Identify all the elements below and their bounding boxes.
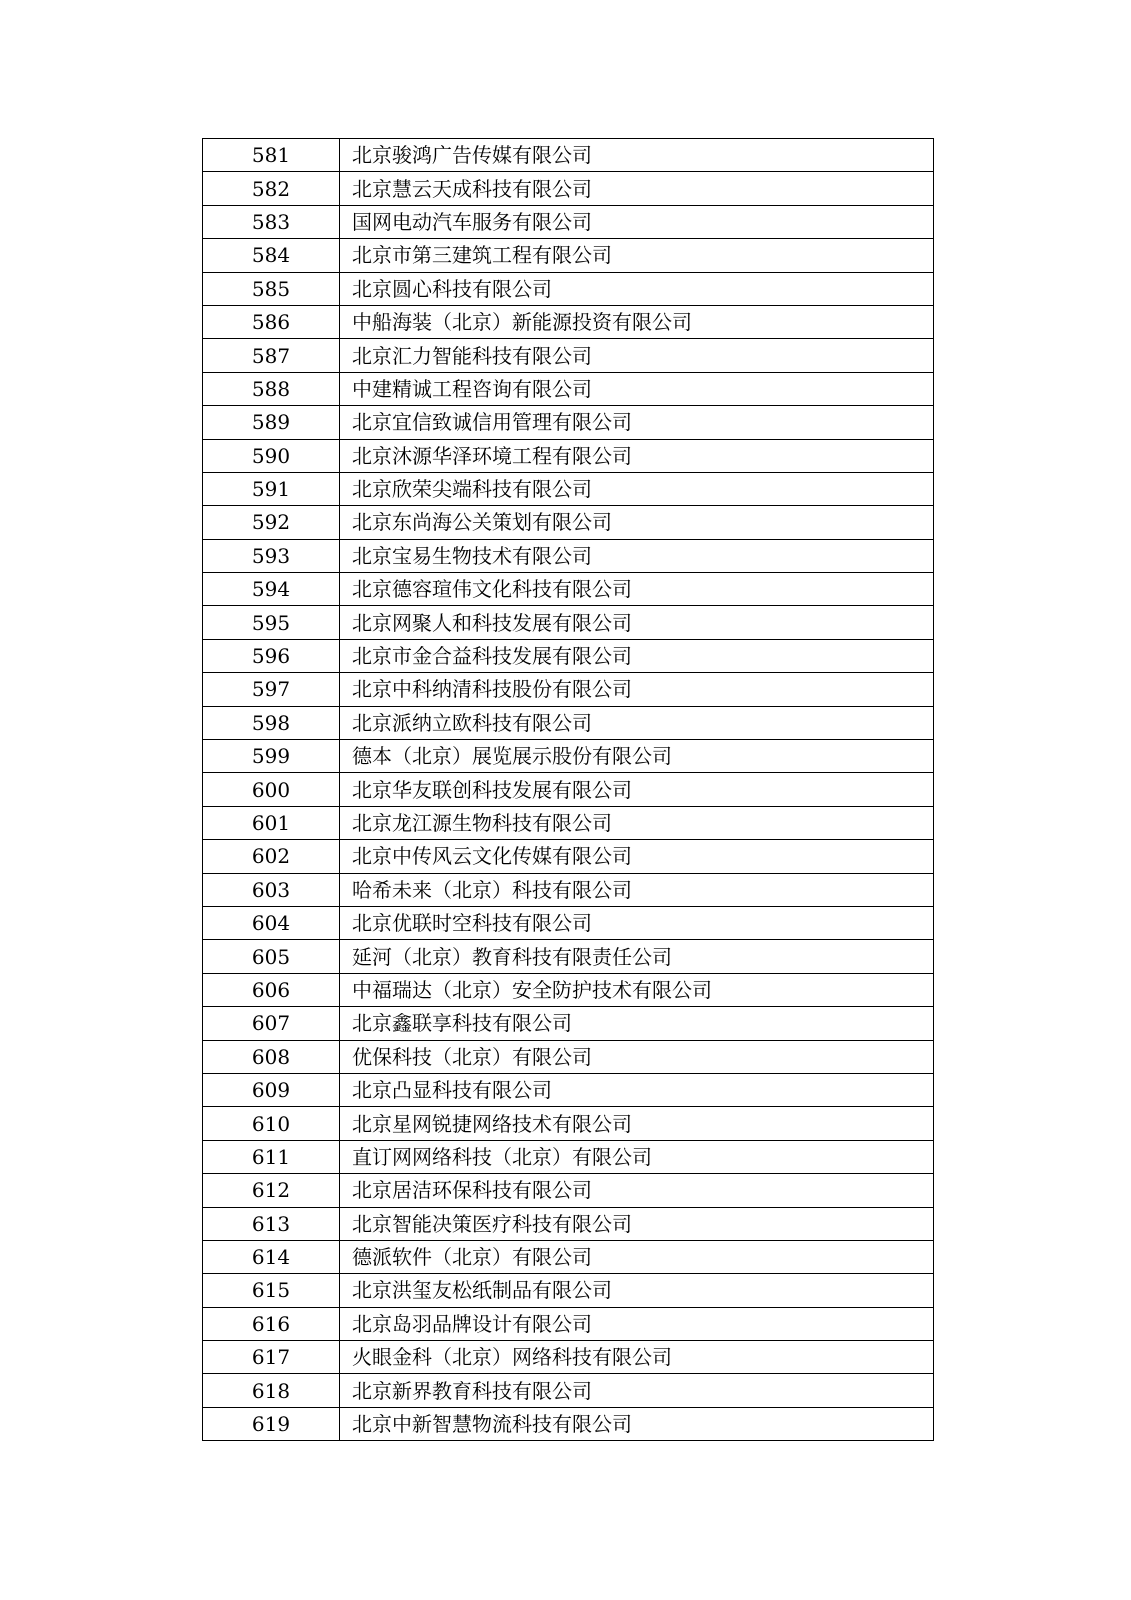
row-number: 582 [203, 172, 340, 205]
company-name: 北京新界教育科技有限公司 [340, 1374, 934, 1407]
company-name: 北京洪玺友松纸制品有限公司 [340, 1274, 934, 1307]
row-number: 599 [203, 740, 340, 773]
row-number: 593 [203, 539, 340, 572]
row-number: 591 [203, 472, 340, 505]
company-name: 北京派纳立欧科技有限公司 [340, 706, 934, 739]
company-name: 德派软件（北京）有限公司 [340, 1240, 934, 1273]
row-number: 583 [203, 205, 340, 238]
company-name: 北京沐源华泽环境工程有限公司 [340, 439, 934, 472]
company-name: 北京华友联创科技发展有限公司 [340, 773, 934, 806]
row-number: 610 [203, 1107, 340, 1140]
company-name: 北京中新智慧物流科技有限公司 [340, 1407, 934, 1440]
row-number: 584 [203, 239, 340, 272]
row-number: 589 [203, 406, 340, 439]
table-row [203, 840, 934, 873]
table-row [203, 1007, 934, 1040]
table-row [203, 472, 934, 505]
table-row [203, 406, 934, 439]
company-name: 北京岛羽品牌设计有限公司 [340, 1307, 934, 1340]
company-name: 国网电动汽车服务有限公司 [340, 205, 934, 238]
company-name: 北京凸显科技有限公司 [340, 1073, 934, 1106]
row-number: 608 [203, 1040, 340, 1073]
row-number: 607 [203, 1007, 340, 1040]
company-name: 德本（北京）展览展示股份有限公司 [340, 740, 934, 773]
table-row [203, 973, 934, 1006]
table-row [203, 1341, 934, 1374]
company-name: 中建精诚工程咨询有限公司 [340, 372, 934, 405]
row-number: 597 [203, 673, 340, 706]
row-number: 609 [203, 1073, 340, 1106]
row-number: 603 [203, 873, 340, 906]
company-name: 北京宝易生物技术有限公司 [340, 539, 934, 572]
row-number: 596 [203, 639, 340, 672]
row-number: 594 [203, 573, 340, 606]
row-number: 601 [203, 806, 340, 839]
table-row [203, 906, 934, 939]
row-number: 590 [203, 439, 340, 472]
company-name: 北京居洁环保科技有限公司 [340, 1174, 934, 1207]
table-row [203, 673, 934, 706]
table-row [203, 1307, 934, 1340]
table-row [203, 1107, 934, 1140]
table-row [203, 573, 934, 606]
company-list-body [203, 139, 934, 1441]
row-number: 585 [203, 272, 340, 305]
table-row [203, 639, 934, 672]
company-name: 北京龙江源生物科技有限公司 [340, 806, 934, 839]
table-row [203, 506, 934, 539]
company-name: 北京市金合益科技发展有限公司 [340, 639, 934, 672]
row-number: 615 [203, 1274, 340, 1307]
company-name: 北京星网锐捷网络技术有限公司 [340, 1107, 934, 1140]
row-number: 581 [203, 139, 340, 172]
company-name: 优保科技（北京）有限公司 [340, 1040, 934, 1073]
row-number: 602 [203, 840, 340, 873]
company-name: 直订网网络科技（北京）有限公司 [340, 1140, 934, 1173]
company-name: 中福瑞达（北京）安全防护技术有限公司 [340, 973, 934, 1006]
row-number: 618 [203, 1374, 340, 1407]
table-row [203, 205, 934, 238]
table-row [203, 606, 934, 639]
table-row [203, 1407, 934, 1440]
row-number: 598 [203, 706, 340, 739]
row-number: 606 [203, 973, 340, 1006]
company-name: 北京圆心科技有限公司 [340, 272, 934, 305]
company-name: 北京中科纳清科技股份有限公司 [340, 673, 934, 706]
table-row [203, 305, 934, 338]
table-row [203, 439, 934, 472]
table-row [203, 873, 934, 906]
company-name: 北京欣荣尖端科技有限公司 [340, 472, 934, 505]
company-list-table [202, 138, 934, 1441]
table-row [203, 539, 934, 572]
row-number: 605 [203, 940, 340, 973]
table-row [203, 1174, 934, 1207]
company-name: 北京慧云天成科技有限公司 [340, 172, 934, 205]
table-row [203, 1240, 934, 1273]
table-row [203, 172, 934, 205]
company-name: 火眼金科（北京）网络科技有限公司 [340, 1341, 934, 1374]
company-name: 北京骏鸿广告传媒有限公司 [340, 139, 934, 172]
company-name: 北京优联时空科技有限公司 [340, 906, 934, 939]
table-row [203, 1374, 934, 1407]
table-row [203, 1073, 934, 1106]
company-name: 延河（北京）教育科技有限责任公司 [340, 940, 934, 973]
row-number: 619 [203, 1407, 340, 1440]
company-name: 北京东尚海公关策划有限公司 [340, 506, 934, 539]
table-row [203, 139, 934, 172]
row-number: 616 [203, 1307, 340, 1340]
company-name: 北京智能决策医疗科技有限公司 [340, 1207, 934, 1240]
table-row [203, 372, 934, 405]
row-number: 611 [203, 1140, 340, 1173]
table-row [203, 239, 934, 272]
row-number: 612 [203, 1174, 340, 1207]
row-number: 617 [203, 1341, 340, 1374]
company-name: 北京汇力智能科技有限公司 [340, 339, 934, 372]
company-name: 北京中传风云文化传媒有限公司 [340, 840, 934, 873]
table-row [203, 339, 934, 372]
company-name: 北京市第三建筑工程有限公司 [340, 239, 934, 272]
table-row [203, 806, 934, 839]
company-name: 中船海装（北京）新能源投资有限公司 [340, 305, 934, 338]
table-row [203, 1140, 934, 1173]
row-number: 588 [203, 372, 340, 405]
company-name: 北京宜信致诚信用管理有限公司 [340, 406, 934, 439]
company-name: 北京德容瑄伟文化科技有限公司 [340, 573, 934, 606]
company-name: 哈希未来（北京）科技有限公司 [340, 873, 934, 906]
table-row [203, 706, 934, 739]
row-number: 614 [203, 1240, 340, 1273]
row-number: 587 [203, 339, 340, 372]
row-number: 592 [203, 506, 340, 539]
table-row [203, 272, 934, 305]
row-number: 586 [203, 305, 340, 338]
table-row [203, 740, 934, 773]
table-row [203, 1274, 934, 1307]
table-row [203, 1040, 934, 1073]
row-number: 604 [203, 906, 340, 939]
table-row [203, 1207, 934, 1240]
row-number: 613 [203, 1207, 340, 1240]
row-number: 595 [203, 606, 340, 639]
company-name: 北京网聚人和科技发展有限公司 [340, 606, 934, 639]
row-number: 600 [203, 773, 340, 806]
company-name: 北京鑫联享科技有限公司 [340, 1007, 934, 1040]
table-row [203, 940, 934, 973]
table-row [203, 773, 934, 806]
